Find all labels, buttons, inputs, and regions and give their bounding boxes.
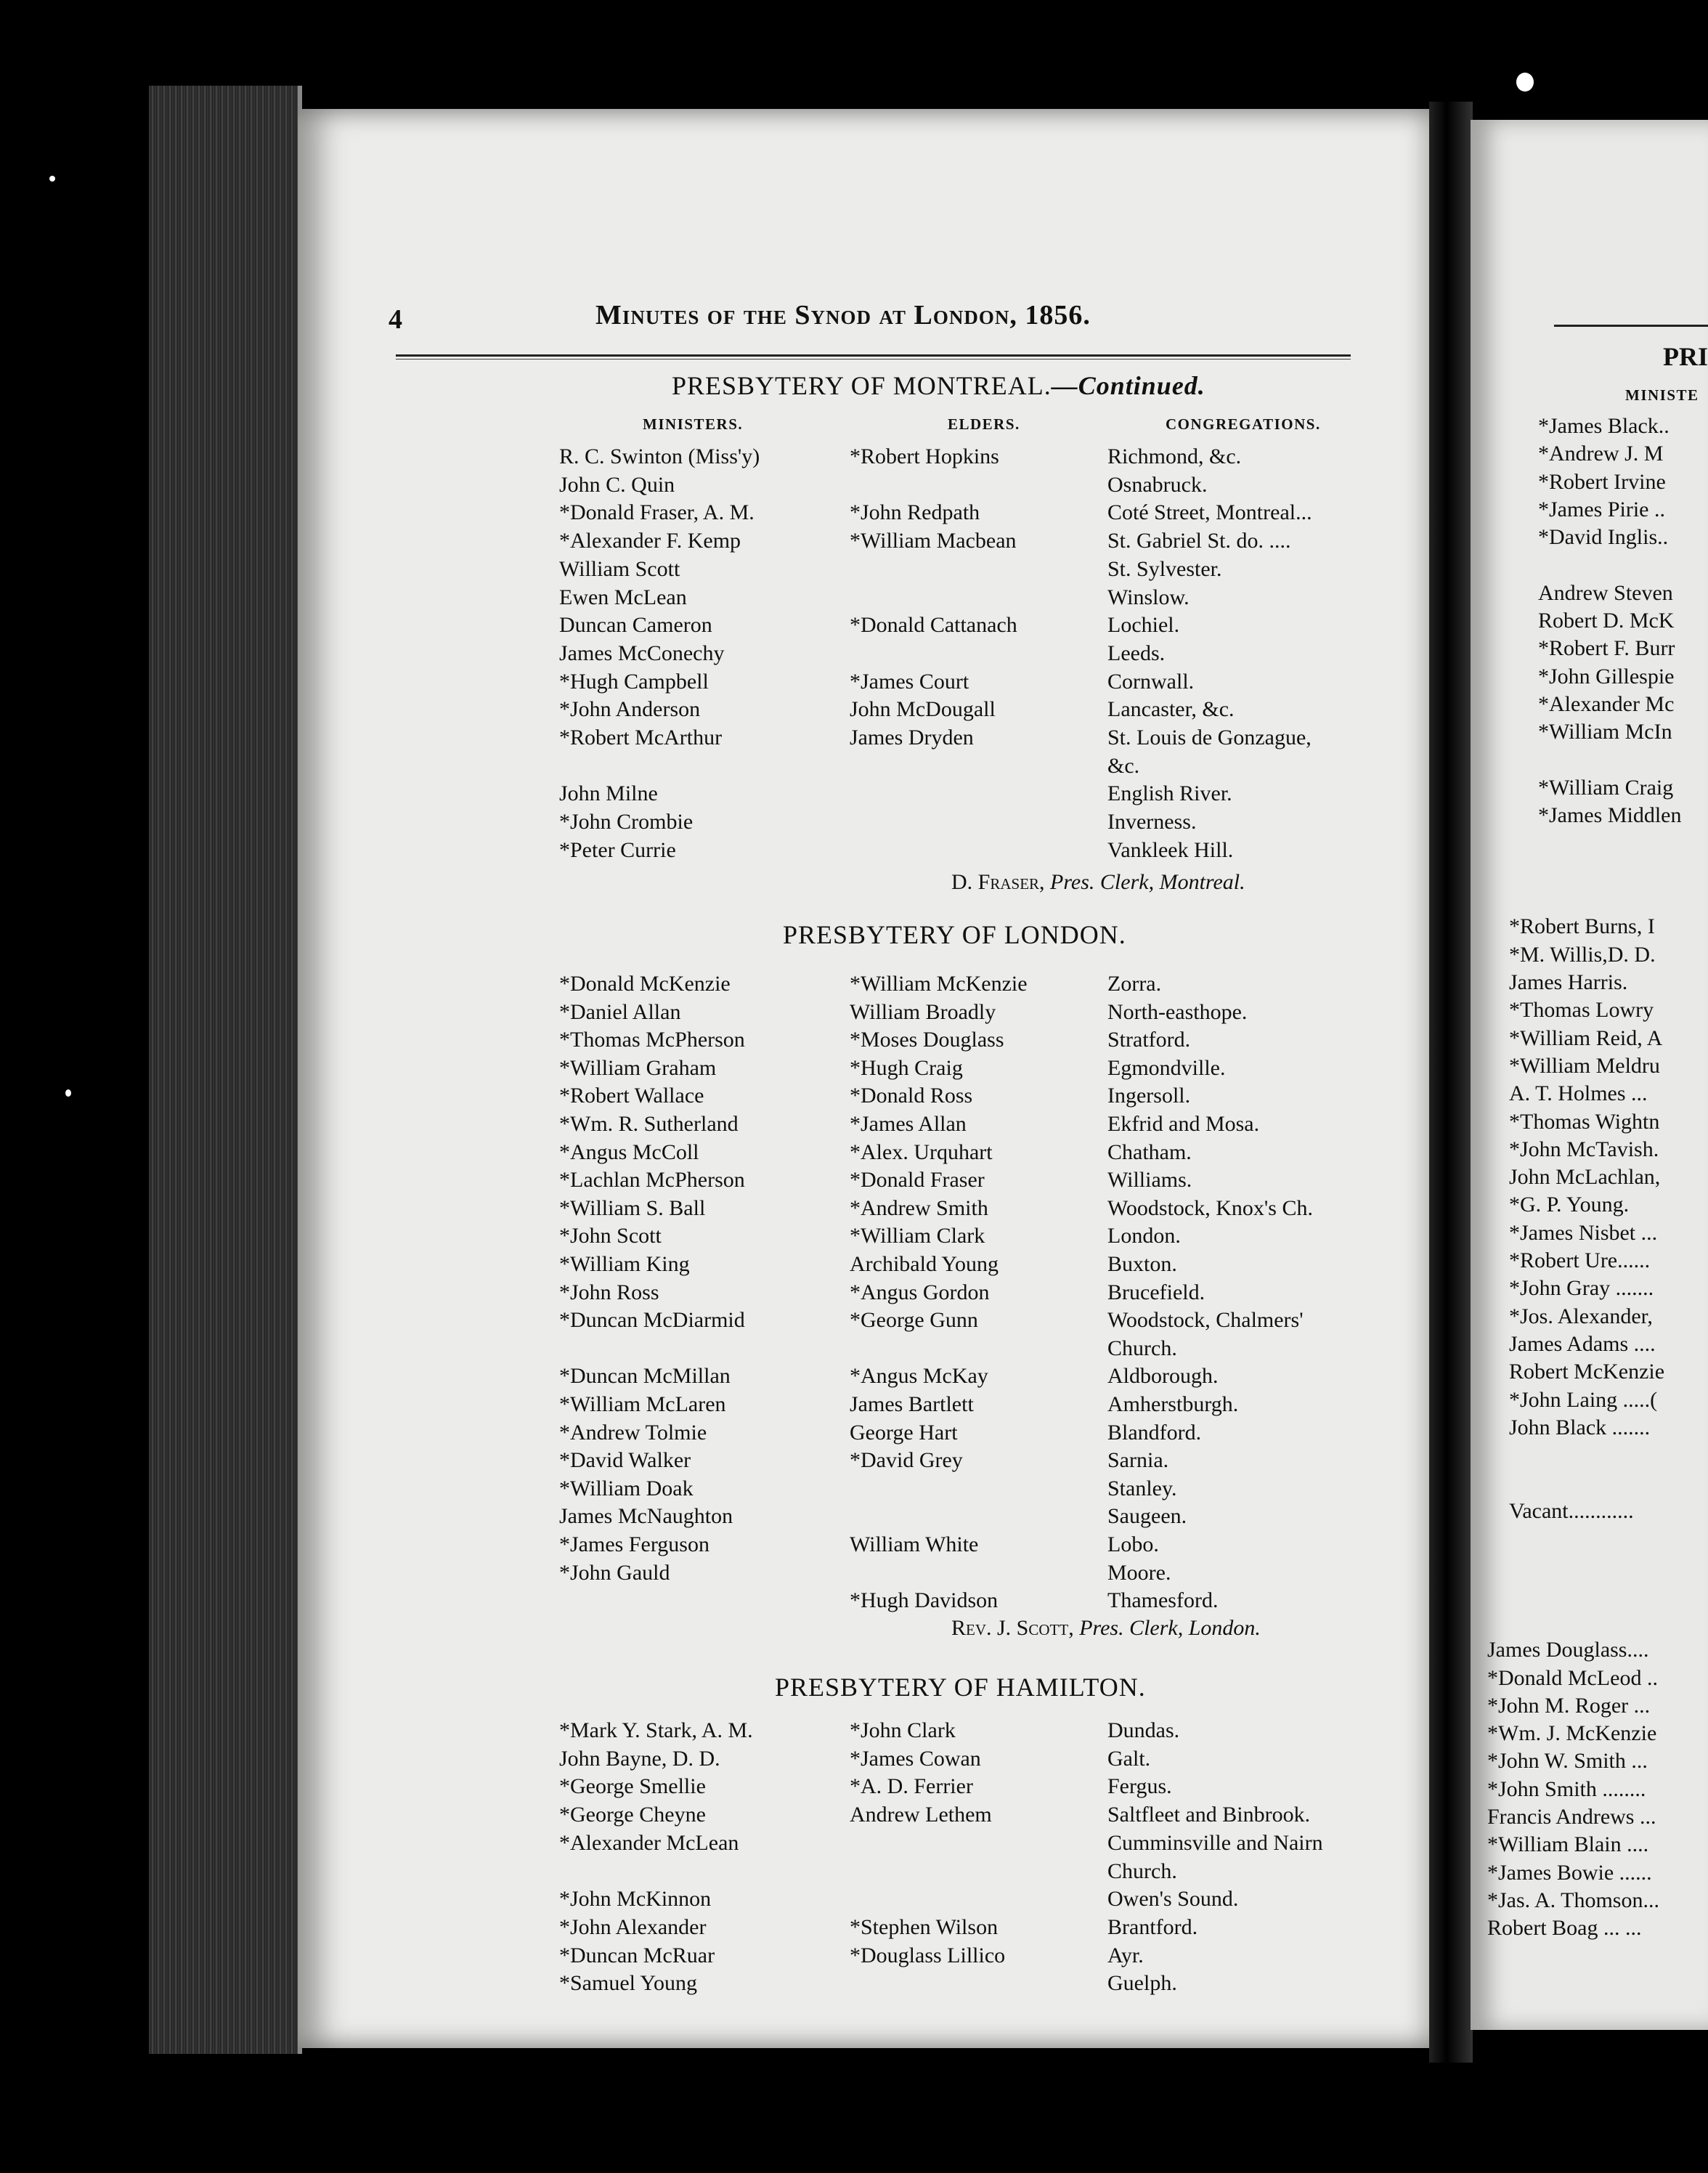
- col-head-ministers: MINISTERS.: [643, 415, 744, 433]
- table-row: [559, 1747, 1402, 1774]
- elder-name: George Hart: [850, 1420, 958, 1445]
- congregation-name: St. Sylvester.: [1107, 556, 1222, 581]
- minister-name: *John Alexander: [559, 1914, 707, 1939]
- table-row: [559, 1774, 1402, 1802]
- table-row: [559, 1056, 1402, 1084]
- congregation-name: Thamesford.: [1107, 1588, 1219, 1613]
- congregation-name: Fergus.: [1107, 1774, 1172, 1799]
- elder-name: James Dryden: [850, 726, 974, 750]
- table-row: [559, 1448, 1402, 1476]
- minister-name: *Duncan McMillan: [559, 1364, 731, 1389]
- elder-name: John McDougall: [850, 697, 996, 722]
- minister-name: *George Smellie: [559, 1774, 706, 1799]
- table-row: [559, 585, 1402, 613]
- elder-name: *John Clark: [850, 1718, 956, 1742]
- right-page-line: James Harris.: [1509, 970, 1628, 994]
- montreal-clerk-role: Pres. Clerk, Montreal.: [1050, 870, 1245, 894]
- dust-spot: [49, 176, 55, 182]
- montreal-clerk: [951, 870, 1245, 895]
- table-row: [559, 1915, 1402, 1943]
- table-row: [559, 1252, 1402, 1280]
- table-row: [559, 1561, 1402, 1588]
- minister-name: *Wm. R. Sutherland: [559, 1112, 739, 1136]
- minister-name: Duncan Cameron: [559, 613, 712, 638]
- col-head-elders: ELDERS.: [948, 415, 1020, 433]
- table-row: [559, 557, 1402, 585]
- right-page-line: *Andrew J. M: [1538, 442, 1664, 466]
- right-page-line: *David Inglis..: [1538, 525, 1669, 550]
- congregation-name: North-easthope.: [1107, 999, 1248, 1024]
- table-row: [559, 1308, 1402, 1336]
- congregation-name: Winslow.: [1107, 585, 1190, 609]
- congregation-name: Church.: [1107, 1859, 1177, 1883]
- minister-name: James McConechy: [559, 641, 725, 665]
- elder-name: Archibald Young: [850, 1252, 999, 1276]
- elder-name: *Donald Ross: [850, 1084, 973, 1108]
- minister-name: *John Crombie: [559, 810, 694, 834]
- table-row: [559, 1971, 1402, 1999]
- minister-name: William Scott: [559, 556, 680, 581]
- right-page-line: *M. Willis,D. D.: [1509, 942, 1656, 967]
- elder-name: *Robert Hopkins: [850, 444, 999, 468]
- table-row: [559, 1336, 1402, 1364]
- right-page-line: *William McIn: [1538, 720, 1672, 744]
- section-title-london: PRESBYTERY OF LONDON.: [783, 920, 1126, 949]
- minister-name: *Angus McColl: [559, 1140, 699, 1164]
- minister-name: John Bayne, D. D.: [559, 1746, 720, 1771]
- minister-name: *John Anderson: [559, 697, 701, 722]
- elder-name: James Bartlett: [850, 1392, 974, 1416]
- right-page-line: John McLachlan,: [1509, 1165, 1661, 1190]
- header-rule-thin: [396, 359, 1351, 360]
- elder-name: *Hugh Craig: [850, 1055, 963, 1080]
- table-row: [559, 670, 1402, 697]
- table-row: [559, 697, 1402, 725]
- minister-name: *John McKinnon: [559, 1887, 712, 1912]
- london-clerk-name: Rev. J. Scott,: [951, 1616, 1074, 1640]
- elder-name: *John Redpath: [850, 500, 980, 525]
- elder-name: William White: [850, 1532, 979, 1556]
- congregation-name: Church.: [1107, 1336, 1177, 1360]
- congregation-name: Ingersoll.: [1107, 1084, 1191, 1108]
- table-row: [559, 1280, 1402, 1308]
- congregation-name: Amherstburgh.: [1107, 1392, 1239, 1416]
- congregation-name: Coté Street, Montreal...: [1107, 500, 1312, 525]
- congregation-name: Lochiel.: [1107, 613, 1180, 638]
- page-number: 4: [389, 304, 402, 335]
- right-page-line: *Donald McLeod ..: [1487, 1665, 1658, 1690]
- minister-name: *Donald McKenzie: [559, 972, 731, 996]
- right-page-line: *Wm. J. McKenzie: [1487, 1721, 1657, 1746]
- table-row: [559, 1588, 1402, 1616]
- right-page-line: *John Gray .......: [1509, 1276, 1654, 1301]
- congregation-name: Dundas.: [1107, 1718, 1180, 1742]
- table-row: [559, 810, 1402, 837]
- section-title-hamilton: PRESBYTERY OF HAMILTON.: [775, 1673, 1146, 1702]
- minister-name: James McNaughton: [559, 1504, 733, 1529]
- table-row: [559, 529, 1402, 556]
- congregation-name: Lancaster, &c.: [1107, 697, 1235, 722]
- minister-name: *Hugh Campbell: [559, 669, 709, 694]
- minister-name: R. C. Swinton (Miss'y): [559, 444, 760, 468]
- congregation-name: Stanley.: [1107, 1476, 1177, 1500]
- right-page-line: Robert D. McK: [1538, 609, 1675, 633]
- elder-name: *James Court: [850, 669, 969, 694]
- minister-name: *David Walker: [559, 1448, 691, 1473]
- congregation-name: Ekfrid and Mosa.: [1107, 1112, 1260, 1136]
- congregation-name: Vankleek Hill.: [1107, 837, 1234, 862]
- congregation-name: Guelph.: [1107, 1971, 1177, 1996]
- table-row: [559, 1477, 1402, 1504]
- congregation-name: Lobo.: [1107, 1532, 1159, 1556]
- right-page-line: Robert Boag ... ...: [1487, 1916, 1642, 1941]
- table-row: [559, 972, 1402, 999]
- table-row: [559, 1859, 1402, 1887]
- minister-name: *Andrew Tolmie: [559, 1420, 707, 1445]
- table-row: [559, 1168, 1402, 1195]
- table-row: [559, 613, 1402, 641]
- congregation-name: Stratford.: [1107, 1028, 1191, 1052]
- right-page-line: James Douglass....: [1487, 1638, 1649, 1662]
- elder-name: *Douglass Lillico: [850, 1943, 1006, 1967]
- table-row: [559, 1421, 1402, 1448]
- elder-name: *Andrew Smith: [850, 1195, 988, 1220]
- minister-name: *Alexander F. Kemp: [559, 529, 741, 553]
- congregation-name: Saugeen.: [1107, 1504, 1187, 1529]
- right-col-head: MINISTE: [1625, 386, 1699, 404]
- minister-name: *Peter Currie: [559, 837, 676, 862]
- right-page-line: *John W. Smith ...: [1487, 1749, 1648, 1774]
- minister-name: *Donald Fraser, A. M.: [559, 500, 755, 525]
- dust-spot: [65, 1089, 71, 1097]
- right-page-line: *John Smith ........: [1487, 1776, 1646, 1801]
- right-page-line: *Robert Ure......: [1509, 1248, 1651, 1272]
- elder-name: William Broadly: [850, 999, 996, 1024]
- table-row: [559, 1718, 1402, 1746]
- minister-name: *Robert McArthur: [559, 726, 723, 750]
- congregation-name: St. Louis de Gonzague,: [1107, 726, 1312, 750]
- minister-name: *Daniel Allan: [559, 999, 681, 1024]
- table-row: [559, 1803, 1402, 1830]
- congregation-name: Inverness.: [1107, 810, 1197, 834]
- congregation-name: Leeds.: [1107, 641, 1166, 665]
- minister-name: *Samuel Young: [559, 1971, 698, 1996]
- congregation-name: Zorra.: [1107, 972, 1162, 996]
- right-page-line: *G. P. Young.: [1509, 1193, 1630, 1217]
- elder-name: *Hugh Davidson: [850, 1588, 999, 1613]
- minister-name: *Duncan McDiarmid: [559, 1308, 745, 1333]
- right-page-line: *Robert Burns, I: [1509, 914, 1655, 939]
- congregation-name: Brucefield.: [1107, 1280, 1205, 1304]
- right-page-line: A. T. Holmes ...: [1509, 1081, 1648, 1106]
- section-title-montreal: [672, 370, 1205, 401]
- minister-name: *William S. Ball: [559, 1195, 706, 1220]
- minister-name: *John Gauld: [559, 1560, 670, 1585]
- congregation-name: Chatham.: [1107, 1140, 1192, 1164]
- congregation-name: Blandford.: [1107, 1420, 1202, 1445]
- london-clerk-role: Pres. Clerk, London.: [1079, 1616, 1261, 1640]
- minister-name: *Thomas McPherson: [559, 1028, 745, 1052]
- table-row: [559, 1028, 1402, 1055]
- right-page-line: Robert McKenzie: [1509, 1360, 1665, 1384]
- congregation-name: Cornwall.: [1107, 669, 1195, 694]
- right-page-line: *Thomas Wightn: [1509, 1109, 1660, 1134]
- congregation-name: Saltfleet and Binbrook.: [1107, 1803, 1311, 1827]
- montreal-title: PRESBYTERY OF MONTREAL.: [672, 371, 1052, 400]
- right-page-line: Vacant............: [1509, 1498, 1634, 1523]
- right-page-line: *John Laing .....(: [1509, 1387, 1658, 1412]
- congregation-name: Egmondville.: [1107, 1055, 1226, 1080]
- running-title: Minutes of the Synod at London, 1856.: [595, 300, 1091, 330]
- right-page-line: *William Blain ....: [1487, 1832, 1649, 1857]
- right-page-line: *James Middlen: [1538, 803, 1682, 828]
- right-page-line: John Black .......: [1509, 1415, 1651, 1439]
- elder-name: *William Macbean: [850, 529, 1017, 553]
- table-row: [559, 726, 1402, 753]
- right-page-line: *Robert Irvine: [1538, 469, 1666, 494]
- congregation-name: Owen's Sound.: [1107, 1887, 1239, 1912]
- congregation-name: Cumminsville and Nairn: [1107, 1830, 1323, 1855]
- right-page-line: *John Gillespie: [1538, 664, 1675, 689]
- minister-name: *William McLaren: [559, 1392, 726, 1416]
- right-page-line: *William Reid, A: [1509, 1025, 1663, 1050]
- elder-name: *Alex. Urquhart: [850, 1140, 993, 1164]
- minister-name: *William Graham: [559, 1055, 717, 1080]
- table-row: [559, 473, 1402, 500]
- minister-name: *Lachlan McPherson: [559, 1168, 745, 1193]
- dust-spot: [1516, 73, 1534, 92]
- table-row: [559, 1140, 1402, 1168]
- right-page-line: *Thomas Lowry: [1509, 998, 1654, 1023]
- right-section-title: PRI: [1663, 342, 1708, 371]
- elder-name: *Stephen Wilson: [850, 1914, 999, 1939]
- table-row: [559, 641, 1402, 669]
- table-row: [559, 1504, 1402, 1532]
- minister-name: Ewen McLean: [559, 585, 687, 609]
- congregation-name: Buxton.: [1107, 1252, 1177, 1276]
- minister-name: *James Ferguson: [559, 1532, 709, 1556]
- elder-name: *William Clark: [850, 1224, 985, 1248]
- right-page-line: James Adams ....: [1509, 1331, 1656, 1356]
- table-row: [559, 1196, 1402, 1224]
- congregation-name: Sarnia.: [1107, 1448, 1169, 1473]
- table-row: [559, 500, 1402, 528]
- elder-name: *Angus Gordon: [850, 1280, 990, 1304]
- minister-name: *John Scott: [559, 1224, 662, 1248]
- elder-name: *James Allan: [850, 1112, 967, 1136]
- right-page-line: *James Pirie ..: [1538, 497, 1665, 521]
- minister-name: *William King: [559, 1252, 690, 1276]
- right-page-line: *John McTavish.: [1509, 1137, 1659, 1161]
- congregation-name: Ayr.: [1107, 1943, 1144, 1967]
- minister-name: John C. Quin: [559, 472, 675, 497]
- header-rule: [396, 354, 1351, 357]
- table-row: [559, 838, 1402, 866]
- right-page-line: *Alexander Mc: [1538, 692, 1675, 716]
- congregation-name: Woodstock, Knox's Ch.: [1107, 1195, 1313, 1220]
- minister-name: John Milne: [559, 781, 658, 806]
- congregation-name: Moore.: [1107, 1560, 1171, 1585]
- right-page-line: *James Bowie ......: [1487, 1860, 1652, 1885]
- minister-name: *Mark Y. Stark, A. M.: [559, 1718, 753, 1742]
- congregation-name: Richmond, &c.: [1107, 444, 1242, 468]
- elder-name: *George Gunn: [850, 1308, 978, 1333]
- table-row: [559, 1224, 1402, 1251]
- montreal-clerk-name: D. Fraser,: [951, 870, 1045, 894]
- minister-name: *Robert Wallace: [559, 1084, 704, 1108]
- congregation-name: Galt.: [1107, 1746, 1151, 1771]
- elder-name: *James Cowan: [850, 1746, 981, 1771]
- congregation-name: English River.: [1107, 781, 1232, 806]
- table-row: [559, 1000, 1402, 1028]
- minister-name: *John Ross: [559, 1280, 659, 1304]
- elder-name: *William McKenzie: [850, 972, 1028, 996]
- congregation-name: Brantford.: [1107, 1914, 1198, 1939]
- elder-name: *A. D. Ferrier: [850, 1774, 973, 1799]
- congregation-name: London.: [1107, 1224, 1181, 1248]
- table-row: [559, 1112, 1402, 1140]
- right-page-line: *William Craig: [1538, 775, 1674, 800]
- congregation-name: Osnabruck.: [1107, 472, 1208, 497]
- congregation-name: Woodstock, Chalmers': [1107, 1308, 1304, 1333]
- minister-name: *William Doak: [559, 1476, 694, 1500]
- table-row: [559, 1831, 1402, 1859]
- table-row: [559, 1532, 1402, 1560]
- right-page-line: Francis Andrews ...: [1487, 1805, 1656, 1829]
- book-page-edges: [149, 86, 302, 2054]
- london-clerk: [951, 1616, 1261, 1641]
- elder-name: *Angus McKay: [850, 1364, 988, 1389]
- right-page-line: *Robert F. Burr: [1538, 636, 1675, 661]
- congregation-name: St. Gabriel St. do. ....: [1107, 529, 1291, 553]
- table-row: [559, 444, 1402, 472]
- right-page-line: *Jas. A. Thomson...: [1487, 1888, 1659, 1912]
- elder-name: *Moses Douglass: [850, 1028, 1004, 1052]
- montreal-continued: —Continued.: [1051, 371, 1205, 400]
- congregation-name: Aldborough.: [1107, 1364, 1219, 1389]
- elder-name: *Donald Fraser: [850, 1168, 985, 1193]
- right-page-line: *John M. Roger ...: [1487, 1693, 1651, 1718]
- minister-name: *Alexander McLean: [559, 1830, 739, 1855]
- table-row: [559, 1084, 1402, 1111]
- table-row: [559, 754, 1402, 781]
- elder-name: Andrew Lethem: [850, 1803, 992, 1827]
- minister-name: *Duncan McRuar: [559, 1943, 715, 1967]
- table-row: [559, 781, 1402, 809]
- elder-name: *Donald Cattanach: [850, 613, 1017, 638]
- book-gutter: [1429, 102, 1473, 2063]
- table-row: [559, 1943, 1402, 1971]
- col-head-congregations: CONGREGATIONS.: [1166, 415, 1321, 433]
- right-page-line: Andrew Steven: [1538, 580, 1673, 605]
- elder-name: *David Grey: [850, 1448, 963, 1473]
- congregation-name: &c.: [1107, 753, 1140, 778]
- table-row: [559, 1364, 1402, 1392]
- table-row: [559, 1887, 1402, 1914]
- table-row: [559, 1392, 1402, 1420]
- minister-name: *George Cheyne: [559, 1803, 706, 1827]
- right-page-line: *William Meldru: [1509, 1053, 1660, 1078]
- right-page-line: *James Black..: [1538, 414, 1670, 438]
- right-page-line: *James Nisbet ...: [1509, 1220, 1658, 1245]
- right-page-line: *Jos. Alexander,: [1509, 1304, 1653, 1328]
- congregation-name: Williams.: [1107, 1168, 1192, 1193]
- right-header-rule: [1554, 325, 1708, 327]
